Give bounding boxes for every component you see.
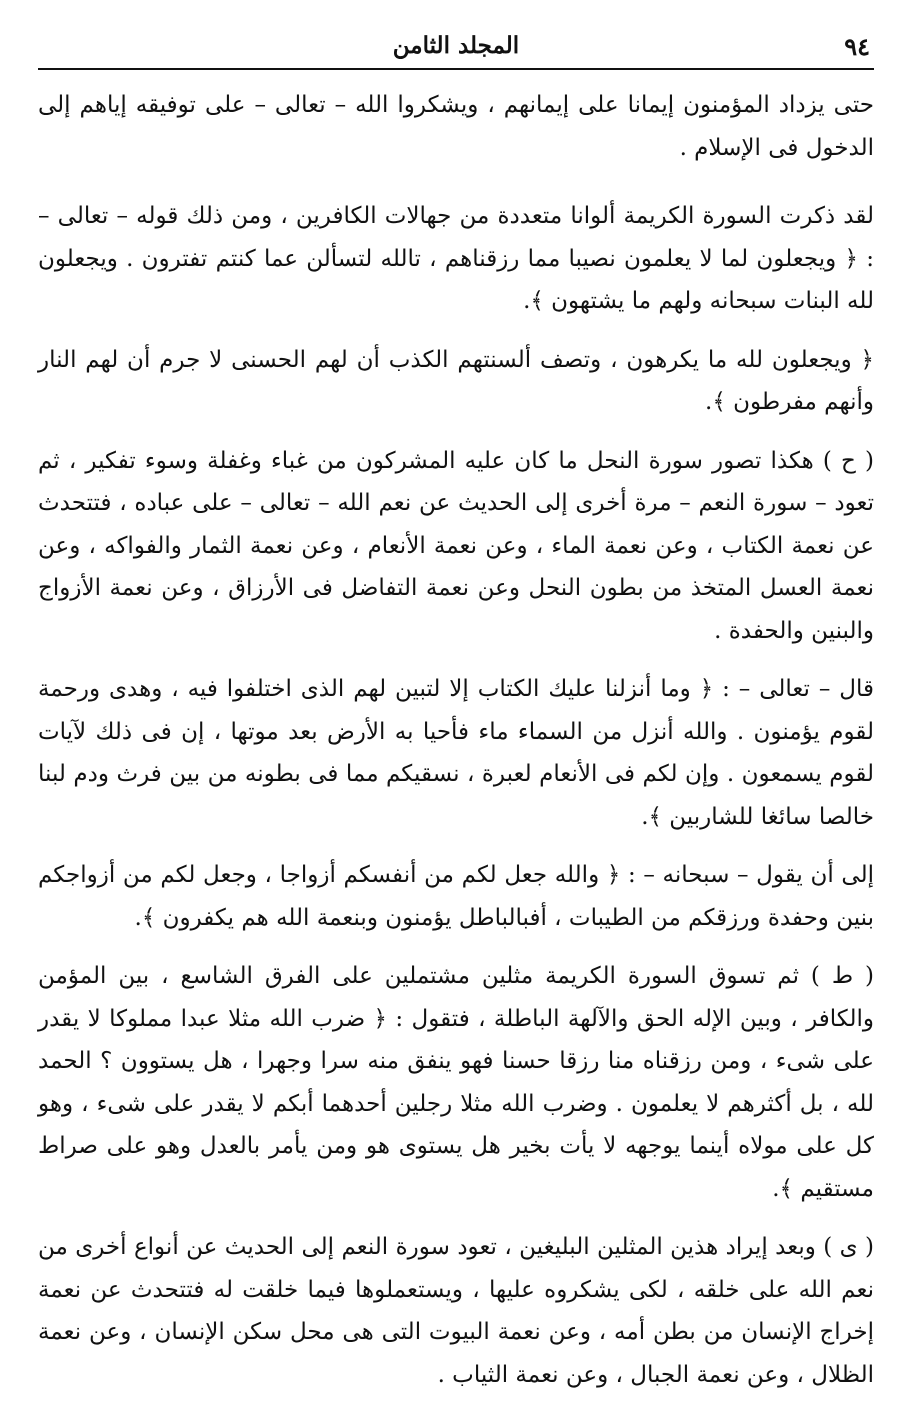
page-header bbox=[38, 22, 874, 70]
paragraph: حتى يزداد المؤمنون إيمانا على إيمانهم ، ويشكروا الله – تعالى – على توفيقه إياهم إلى الدخول فى الإسلام . bbox=[38, 92, 874, 161]
paragraph: إلى أن يقول – سبحانه – : ﴿ والله جعل لكم من أنفسكم أزواجا ، وجعل لكم من أزواجكم بنين وحفدة ورزقكم من الطيبات ، أفبالباطل يؤمنون وبنعمة الله هم يكفرون ﴾. bbox=[38, 862, 874, 931]
header-divider bbox=[38, 68, 874, 70]
paragraph: ﴿ ويجعلون لله ما يكرهون ، وتصف ألسنتهم الكذب أن لهم الحسنى لا جرم أن لهم النار وأنهم مفرطون ﴾. bbox=[38, 346, 874, 415]
body-text bbox=[38, 84, 874, 1412]
paragraph: ( ط ) ثم تسوق السورة الكريمة مثلين مشتملين على الفرق الشاسع ، بين المؤمن والكافر ، وبين الإله الحق والآلهة الباطلة ، فتقول : ﴿ ضرب الله مثلا عبدا مملوكا لا يقدر على شىء ، ومن رزقناه منا رزقا حسنا فهو ينفق منه سرا وجهرا ، هل يستوون ؟ الحمد لله ، بل أكثرهم لا يعلمون . وضرب الله مثلا رجلين أحدهما أبكم لا يقدر على شىء ، وهو كل على مولاه أينما يوجهه لا يأت بخير هل يستوى هو ومن يأمر بالعدل وهو على صراط مستقيم ﴾. bbox=[38, 963, 874, 1202]
paragraph: ( ى ) وبعد إيراد هذين المثلين البليغين ، تعود سورة النعم إلى الحديث عن أنواع أخرى من نعم الله على خلقه ، لكى يشكروه عليها ، ويستعملوها فيما خلقت له فتتحدث عن نعمة إخراج الإنسان من بطن أمه ، وعن نعمة البيوت التى هى محل سكن الإنسان ، وعن نعمة الظلال ، وعن نعمة الجبال ، وعن نعمة الثياب . bbox=[38, 1234, 874, 1388]
running-title: المجلد الثامن bbox=[392, 32, 520, 59]
page-number: ٩٤ bbox=[844, 32, 870, 61]
paragraph: ( ح ) هكذا تصور سورة النحل ما كان عليه المشركون من غباء وغفلة وسوء تفكير ، ثم تعود – سورة النعم – مرة أخرى إلى الحديث عن نعم الله – تعالى – على عباده ، فتتحدث عن نعمة الكتاب ، وعن نعمة الماء ، وعن نعمة الأنعام ، وعن نعمة الثمار والفواكه ، وعن نعمة العسل المتخذ من بطون النحل وعن نعمة التفاضل فى الأرزاق ، وعن نعمة الأزواج والبنين والحفدة . bbox=[38, 447, 875, 644]
paragraph: قال – تعالى – : ﴿ وما أنزلنا عليك الكتاب إلا لتبين لهم الذى اختلفوا فيه ، وهدى ورحمة لقوم يؤمنون . والله أنزل من السماء ماء فأحيا به الأرض بعد موتها ، إن فى ذلك لآيات لقوم يسمعون . وإن لكم فى الأنعام لعبرة ، نسقيكم مما فى بطونه من بين فرث ودم لبنا خالصا سائغا للشاربين ﴾. bbox=[38, 676, 874, 830]
paragraph: لقد ذكرت السورة الكريمة ألوانا متعددة من جهالات الكافرين ، ومن ذلك قوله – تعالى – : ﴿ ويجعلون لما لا يعلمون نصيبا مما رزقناهم ، تالله لتسألن عما كنتم تفترون . ويجعلون لله البنات سبحانه ولهم ما يشتهون ﴾. bbox=[38, 203, 874, 314]
